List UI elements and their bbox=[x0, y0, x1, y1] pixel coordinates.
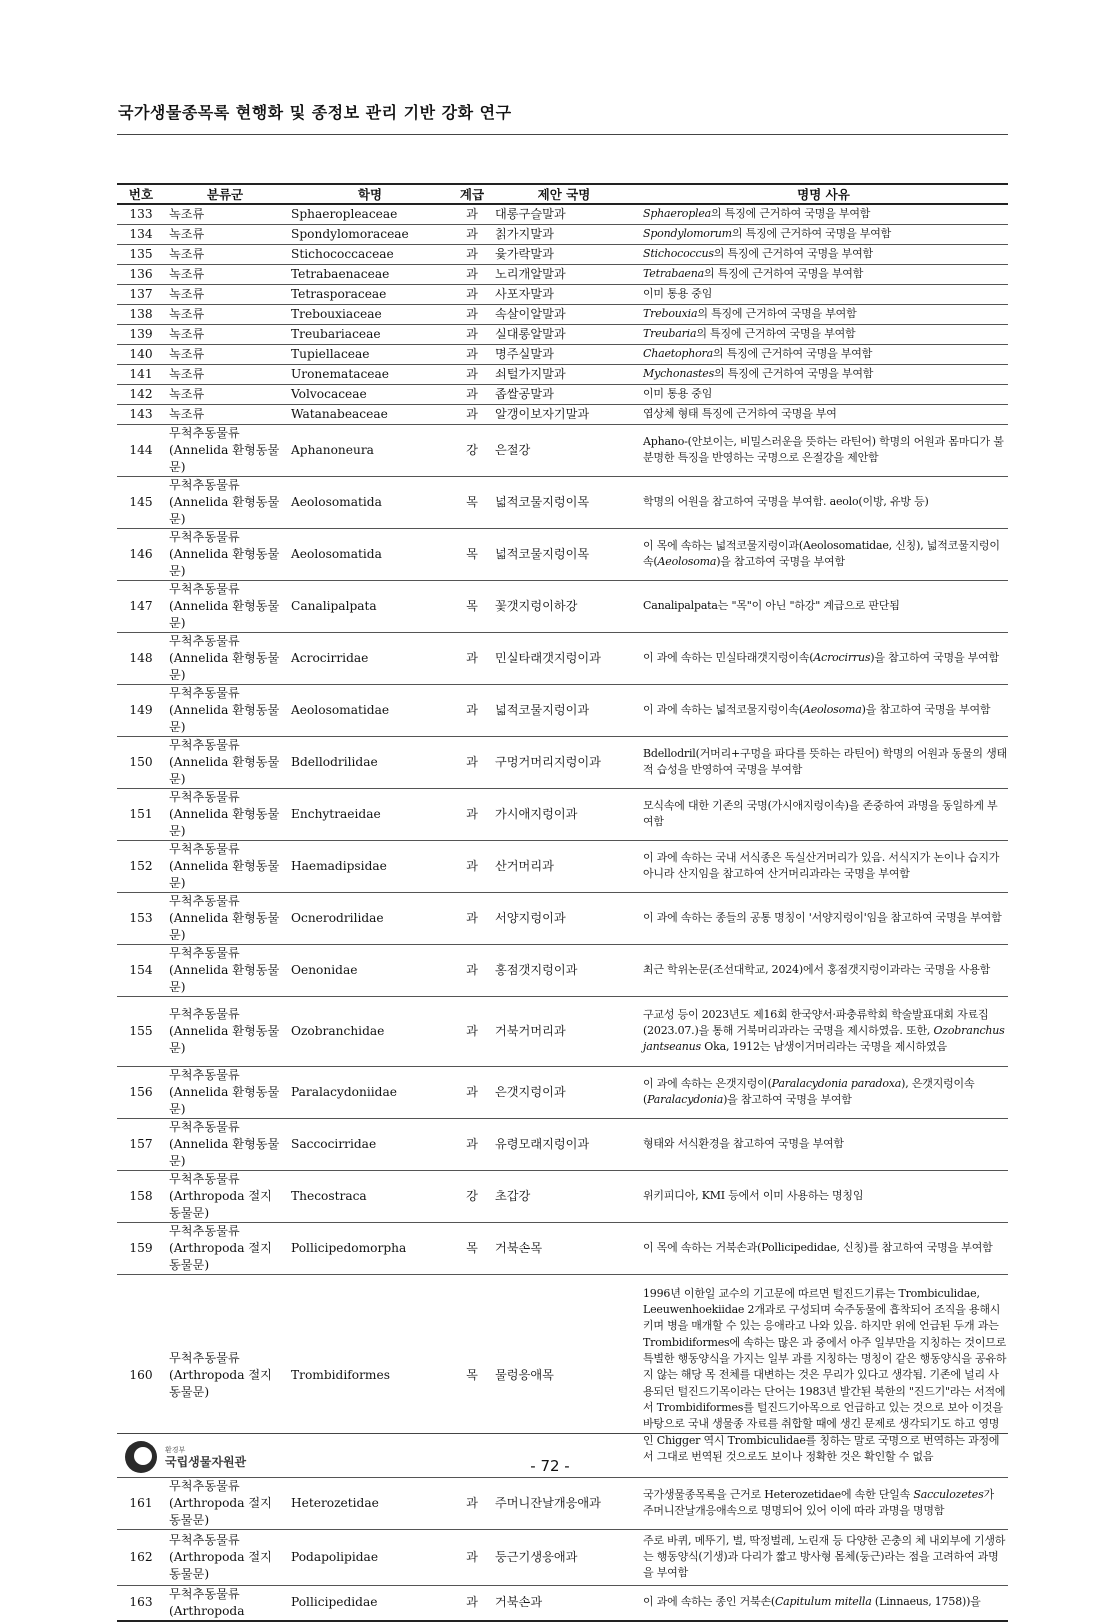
row-reason: 이 과에 속하는 종들의 공통 명칭이 '서양지렁이'임을 참고하여 국명을 부여함 bbox=[639, 892, 1008, 944]
row-korean-name: 넓적코물지렁이목 bbox=[489, 476, 639, 528]
row-korean-name: 거북손과 bbox=[489, 1585, 639, 1621]
row-scientific-name: Aeolosomatidae bbox=[285, 684, 455, 736]
table-row bbox=[117, 364, 1008, 384]
row-number: 159 bbox=[117, 1222, 165, 1274]
table-row bbox=[117, 284, 1008, 304]
row-number: 155 bbox=[117, 996, 165, 1066]
row-number: 139 bbox=[117, 324, 165, 344]
row-reason: Tetrabaena의 특징에 근거하여 국명을 부여함 bbox=[639, 264, 1008, 284]
table-row bbox=[117, 1118, 1008, 1170]
table-row bbox=[117, 1066, 1008, 1118]
row-scientific-name: Heterozetidae bbox=[285, 1477, 455, 1529]
row-reason: Trebouxia의 특징에 근거하여 국명을 부여함 bbox=[639, 304, 1008, 324]
row-korean-name: 칡가지말과 bbox=[489, 224, 639, 244]
row-number: 149 bbox=[117, 684, 165, 736]
row-reason: 최근 학위논문(조선대학교, 2024)에서 홍점갯지렁이과라는 국명을 사용함 bbox=[639, 944, 1008, 996]
row-rank: 과 bbox=[455, 1529, 489, 1585]
row-rank: 과 bbox=[455, 264, 489, 284]
row-number: 133 bbox=[117, 204, 165, 224]
row-scientific-name: Tetrabaenaceae bbox=[285, 264, 455, 284]
table-row bbox=[117, 580, 1008, 632]
row-number: 154 bbox=[117, 944, 165, 996]
table-row bbox=[117, 404, 1008, 424]
row-korean-name: 구멍거머리지렁이과 bbox=[489, 736, 639, 788]
row-rank: 과 bbox=[455, 364, 489, 384]
row-number: 153 bbox=[117, 892, 165, 944]
row-korean-name: 초갑강 bbox=[489, 1170, 639, 1222]
row-group: 무척추동물류(Annelida 환형동물문) bbox=[165, 580, 285, 632]
row-rank: 과 bbox=[455, 840, 489, 892]
row-scientific-name: Sphaeropleaceae bbox=[285, 204, 455, 224]
table-row bbox=[117, 892, 1008, 944]
row-group: 녹조류 bbox=[165, 224, 285, 244]
row-group: 무척추동물류(Arthropoda 절지동물문) bbox=[165, 1477, 285, 1529]
row-group: 무척추동물류(Annelida 환형동물문) bbox=[165, 788, 285, 840]
row-rank: 과 bbox=[455, 224, 489, 244]
row-korean-name: 넓적코물지렁이과 bbox=[489, 684, 639, 736]
row-group: 녹조류 bbox=[165, 284, 285, 304]
row-reason: 엽상체 형태 특징에 근거하여 국명을 부여 bbox=[639, 404, 1008, 424]
row-rank: 과 bbox=[455, 892, 489, 944]
row-rank: 목 bbox=[455, 1222, 489, 1274]
row-scientific-name: Tetrasporaceae bbox=[285, 284, 455, 304]
row-korean-name: 산거머리과 bbox=[489, 840, 639, 892]
row-rank: 과 bbox=[455, 684, 489, 736]
row-number: 141 bbox=[117, 364, 165, 384]
row-korean-name: 쇠털가지말과 bbox=[489, 364, 639, 384]
table-row bbox=[117, 1477, 1008, 1529]
row-number: 146 bbox=[117, 528, 165, 580]
row-rank: 과 bbox=[455, 304, 489, 324]
row-group: 무척추동물류(Arthropoda 절지동물문) bbox=[165, 1274, 285, 1477]
row-scientific-name: Canalipalpata bbox=[285, 580, 455, 632]
row-group: 무척추동물류(Annelida 환형동물문) bbox=[165, 1118, 285, 1170]
row-scientific-name: Aeolosomatida bbox=[285, 476, 455, 528]
row-reason: Spondylomorum의 특징에 근거하여 국명을 부여함 bbox=[639, 224, 1008, 244]
row-reason: 이 과에 속하는 민실타래갯지렁이속(Acrocirrus)을 참고하여 국명을 부여함 bbox=[639, 632, 1008, 684]
row-scientific-name: Spondylomoraceae bbox=[285, 224, 455, 244]
row-number: 162 bbox=[117, 1529, 165, 1585]
row-rank: 과 bbox=[455, 632, 489, 684]
header-divider bbox=[117, 134, 1008, 135]
row-number: 152 bbox=[117, 840, 165, 892]
row-group: 녹조류 bbox=[165, 244, 285, 264]
row-group: 무척추동물류(Arthropoda bbox=[165, 1585, 285, 1621]
row-scientific-name: Volvocaceae bbox=[285, 384, 455, 404]
row-reason: Sphaeroplea의 특징에 근거하여 국명을 부여함 bbox=[639, 204, 1008, 224]
row-scientific-name: Ocnerodrilidae bbox=[285, 892, 455, 944]
row-rank: 과 bbox=[455, 1118, 489, 1170]
table-row bbox=[117, 1274, 1008, 1477]
column-header-rank: 계급 bbox=[455, 184, 489, 204]
row-scientific-name: Paralacydoniidae bbox=[285, 1066, 455, 1118]
row-number: 143 bbox=[117, 404, 165, 424]
table-row bbox=[117, 944, 1008, 996]
row-rank: 과 bbox=[455, 1477, 489, 1529]
row-scientific-name: Thecostraca bbox=[285, 1170, 455, 1222]
table-row bbox=[117, 736, 1008, 788]
table-row bbox=[117, 264, 1008, 284]
row-korean-name: 거북거머리과 bbox=[489, 996, 639, 1066]
row-number: 138 bbox=[117, 304, 165, 324]
table-row bbox=[117, 424, 1008, 476]
row-reason: 이미 통용 중임 bbox=[639, 384, 1008, 404]
row-group: 무척추동물류(Annelida 환형동물문) bbox=[165, 736, 285, 788]
row-group: 무척추동물류(Annelida 환형동물문) bbox=[165, 684, 285, 736]
table-row bbox=[117, 996, 1008, 1066]
row-group: 녹조류 bbox=[165, 404, 285, 424]
row-rank: 과 bbox=[455, 944, 489, 996]
row-korean-name: 사포자말과 bbox=[489, 284, 639, 304]
row-korean-name: 거북손목 bbox=[489, 1222, 639, 1274]
row-group: 무척추동물류(Annelida 환형동물문) bbox=[165, 996, 285, 1066]
row-number: 145 bbox=[117, 476, 165, 528]
row-group: 녹조류 bbox=[165, 204, 285, 224]
row-reason: 학명의 어원을 참고하여 국명을 부여함. aeolo(이방, 유방 등) bbox=[639, 476, 1008, 528]
row-korean-name: 은절강 bbox=[489, 424, 639, 476]
row-rank: 과 bbox=[455, 996, 489, 1066]
row-reason: 구교성 등이 2023년도 제16회 한국양서·파충류학회 학술발표대회 자료집(2023.07.)을 통해 거북머리과라는 국명을 제시하였음. 또한, Ozobranchus jantseanus Oka, 1912는 남생이거머리라는 국명을 제시하였음 bbox=[639, 996, 1008, 1066]
row-rank: 강 bbox=[455, 424, 489, 476]
table-row bbox=[117, 788, 1008, 840]
row-group: 무척추동물류(Annelida 환형동물문) bbox=[165, 476, 285, 528]
column-header-reason: 명명 사유 bbox=[639, 184, 1008, 204]
row-scientific-name: Aeolosomatida bbox=[285, 528, 455, 580]
row-rank: 과 bbox=[455, 1585, 489, 1621]
table-row bbox=[117, 528, 1008, 580]
row-korean-name: 가시애지렁이과 bbox=[489, 788, 639, 840]
table-row bbox=[117, 476, 1008, 528]
row-group: 무척추동물류(Annelida 환형동물문) bbox=[165, 840, 285, 892]
row-reason: 이 과에 속하는 넓적코물지렁이속(Aeolosoma)을 참고하여 국명을 부여함 bbox=[639, 684, 1008, 736]
row-reason: 1996년 이한일 교수의 기고문에 따르면 털진드기류는 Trombiculidae, Leeuwenhoekiidae 2개과로 구성되며 숙주동물에 흡착되어 조직을 용해시키며 병을 매개할 수 있는 응애라고 나와 있음. 하지만 위에 언급된 두개 과는 Trombidiformes에 속하는 많은 과 중에서 아주 일부만을 지칭하는 것이므로 특별한 행동양식을 가지는 일부 과를 지칭하는 명칭이 같은 행동양식을 공유하지 않는 해당 목 전체를 대변하는 것은 무리가 있다고 생각됨. 기존에 널리 사용되던 털진드기목이라는 단어는 1983년 발간된 북한의 "진드기"라는 서적에서 Trombidiformes를 털진드기아목으로 언급하고 있는 것으로 보아 이것을 바탕으로 국내 생물종 자료를 취합할 때에 생긴 문제로 생각되기도 하고 영명인 Chigger 역시 Trombiculidae를 칭하는 말로 국명으로 번역하는 과정에서 그대로 번역된 것으로도 보이나 정확한 것은 확인할 수 없음 bbox=[639, 1274, 1008, 1477]
row-korean-name: 은갯지렁이과 bbox=[489, 1066, 639, 1118]
row-scientific-name: Acrocirridae bbox=[285, 632, 455, 684]
row-rank: 목 bbox=[455, 1274, 489, 1477]
row-group: 녹조류 bbox=[165, 304, 285, 324]
row-reason: 형태와 서식환경을 참고하여 국명을 부여함 bbox=[639, 1118, 1008, 1170]
row-korean-name: 서양지렁이과 bbox=[489, 892, 639, 944]
row-number: 151 bbox=[117, 788, 165, 840]
table-row bbox=[117, 304, 1008, 324]
table-body bbox=[117, 204, 1008, 1621]
row-scientific-name: Saccocirridae bbox=[285, 1118, 455, 1170]
row-group: 무척추동물류(Annelida 환형동물문) bbox=[165, 528, 285, 580]
row-reason: 이 과에 속하는 은갯지렁이(Paralacydonia paradoxa), 은갯지렁이속(Paralacydonia)을 참고하여 국명을 부여함 bbox=[639, 1066, 1008, 1118]
row-group: 무척추동물류(Annelida 환형동물문) bbox=[165, 944, 285, 996]
row-scientific-name: Uronemataceae bbox=[285, 364, 455, 384]
row-number: 136 bbox=[117, 264, 165, 284]
row-number: 163 bbox=[117, 1585, 165, 1621]
column-header-scientific-name: 학명 bbox=[285, 184, 455, 204]
row-scientific-name: Stichococcaceae bbox=[285, 244, 455, 264]
row-scientific-name: Enchytraeidae bbox=[285, 788, 455, 840]
row-reason: 이미 통용 중임 bbox=[639, 284, 1008, 304]
row-group: 녹조류 bbox=[165, 324, 285, 344]
row-scientific-name: Tupiellaceae bbox=[285, 344, 455, 364]
row-rank: 과 bbox=[455, 404, 489, 424]
table-header-row bbox=[117, 184, 1008, 204]
row-korean-name: 꽃갯지렁이하강 bbox=[489, 580, 639, 632]
logo-institution-text: 국립생물자원관 bbox=[165, 1454, 247, 1469]
row-rank: 목 bbox=[455, 580, 489, 632]
row-reason: 이 과에 속하는 종인 거북손(Capitulum mitella (Linnaeus, 1758))을 bbox=[639, 1585, 1008, 1621]
row-rank: 목 bbox=[455, 528, 489, 580]
row-reason: Mychonastes의 특징에 근거하여 국명을 부여함 bbox=[639, 364, 1008, 384]
row-reason: Canalipalpata는 "목"이 아닌 "하강" 계급으로 판단됨 bbox=[639, 580, 1008, 632]
logo-ministry-text: 환경부 bbox=[165, 1445, 186, 1454]
row-rank: 과 bbox=[455, 324, 489, 344]
row-scientific-name: Trebouxiaceae bbox=[285, 304, 455, 324]
row-reason: 주로 바퀴, 메뚜기, 벌, 딱정벌레, 노린재 등 다양한 곤충의 체 내외부에 기생하는 행동양식(기생)과 다리가 짧고 방사형 몸체(둥근)라는 점을 고려하여 과명을 부여함 bbox=[639, 1529, 1008, 1585]
table-row bbox=[117, 632, 1008, 684]
row-group: 녹조류 bbox=[165, 264, 285, 284]
row-group: 녹조류 bbox=[165, 364, 285, 384]
row-rank: 과 bbox=[455, 244, 489, 264]
row-number: 157 bbox=[117, 1118, 165, 1170]
row-scientific-name: Podapolipidae bbox=[285, 1529, 455, 1585]
row-korean-name: 민실타래갯지렁이과 bbox=[489, 632, 639, 684]
table-row bbox=[117, 1170, 1008, 1222]
row-group: 무척추동물류(Annelida 환형동물문) bbox=[165, 1066, 285, 1118]
row-reason: Stichococcus의 특징에 근거하여 국명을 부여함 bbox=[639, 244, 1008, 264]
row-korean-name: 명주실말과 bbox=[489, 344, 639, 364]
footer-divider bbox=[117, 1433, 1008, 1434]
row-reason: 이 과에 속하는 국내 서식종은 독실산거머리가 있음. 서식지가 논이나 습지가 아니라 산지임을 참고하여 산거머리과라는 국명을 부여함 bbox=[639, 840, 1008, 892]
row-number: 137 bbox=[117, 284, 165, 304]
row-reason: Bdellodril(거머리+구멍을 파다를 뜻하는 라틴어) 학명의 어원과 동물의 생태적 습성을 반영하여 국명을 부여함 bbox=[639, 736, 1008, 788]
row-scientific-name: Pollicipedomorpha bbox=[285, 1222, 455, 1274]
table-row bbox=[117, 840, 1008, 892]
row-number: 148 bbox=[117, 632, 165, 684]
row-korean-name: 물렁응애목 bbox=[489, 1274, 639, 1477]
table-row bbox=[117, 204, 1008, 224]
row-korean-name: 실대롱알말과 bbox=[489, 324, 639, 344]
row-number: 161 bbox=[117, 1477, 165, 1529]
row-group: 무척추동물류(Annelida 환형동물문) bbox=[165, 424, 285, 476]
row-number: 160 bbox=[117, 1274, 165, 1477]
row-reason: 국가생물종목록을 근거로 Heterozetidae에 속한 단일속 Sacculozetes가 주머니잔날개응애속으로 명명되어 있어 이에 따라 과명을 명명함 bbox=[639, 1477, 1008, 1529]
row-reason: Aphano-(안보이는, 비밀스러운을 뜻하는 라틴어) 학명의 어원과 몸마디가 불분명한 특징을 반영하는 국명으로 은절강을 제안함 bbox=[639, 424, 1008, 476]
row-number: 135 bbox=[117, 244, 165, 264]
row-number: 150 bbox=[117, 736, 165, 788]
row-scientific-name: Bdellodrilidae bbox=[285, 736, 455, 788]
row-rank: 과 bbox=[455, 384, 489, 404]
column-header-korean-name: 제안 국명 bbox=[489, 184, 639, 204]
row-scientific-name: Ozobranchidae bbox=[285, 996, 455, 1066]
row-reason: 모식속에 대한 기존의 국명(가시애지렁이속)을 존중하여 과명을 동일하게 부여함 bbox=[639, 788, 1008, 840]
row-rank: 과 bbox=[455, 736, 489, 788]
table-row bbox=[117, 1529, 1008, 1585]
row-rank: 과 bbox=[455, 788, 489, 840]
row-korean-name: 노리개알말과 bbox=[489, 264, 639, 284]
row-reason: Treubaria의 특징에 근거하여 국명을 부여함 bbox=[639, 324, 1008, 344]
row-korean-name: 대롱구슬말과 bbox=[489, 204, 639, 224]
row-korean-name: 넓적코물지렁이목 bbox=[489, 528, 639, 580]
row-group: 무척추동물류(Annelida 환형동물문) bbox=[165, 892, 285, 944]
row-reason: 이 목에 속하는 넓적코물지렁이과(Aeolosomatidae, 신칭), 넓적코물지렁이속(Aeolosoma)을 참고하여 국명을 부여함 bbox=[639, 528, 1008, 580]
page-number: - 72 - bbox=[530, 1457, 570, 1475]
row-scientific-name: Treubariaceae bbox=[285, 324, 455, 344]
row-scientific-name: Oenonidae bbox=[285, 944, 455, 996]
row-rank: 과 bbox=[455, 204, 489, 224]
table-row bbox=[117, 324, 1008, 344]
table-row bbox=[117, 1585, 1008, 1621]
row-number: 142 bbox=[117, 384, 165, 404]
row-reason: 이 목에 속하는 거북손과(Pollicipedidae, 신칭)를 참고하여 국명을 부여함 bbox=[639, 1222, 1008, 1274]
row-korean-name: 홍점갯지렁이과 bbox=[489, 944, 639, 996]
table-row bbox=[117, 1222, 1008, 1274]
row-rank: 과 bbox=[455, 344, 489, 364]
row-group: 녹조류 bbox=[165, 384, 285, 404]
row-rank: 과 bbox=[455, 1066, 489, 1118]
row-group: 녹조류 bbox=[165, 344, 285, 364]
row-korean-name: 윷가락말과 bbox=[489, 244, 639, 264]
table-row bbox=[117, 684, 1008, 736]
row-group: 무척추동물류(Arthropoda 절지동물문) bbox=[165, 1529, 285, 1585]
row-rank: 강 bbox=[455, 1170, 489, 1222]
table-row bbox=[117, 344, 1008, 364]
row-rank: 과 bbox=[455, 284, 489, 304]
row-scientific-name: Watanabeaceae bbox=[285, 404, 455, 424]
row-group: 무척추동물류(Annelida 환형동물문) bbox=[165, 632, 285, 684]
row-reason: 위키피디아, KMI 등에서 이미 사용하는 명칭임 bbox=[639, 1170, 1008, 1222]
row-number: 147 bbox=[117, 580, 165, 632]
column-header-number: 번호 bbox=[117, 184, 165, 204]
row-korean-name: 속살이알말과 bbox=[489, 304, 639, 324]
row-scientific-name: Haemadipsidae bbox=[285, 840, 455, 892]
page-header-title: 국가생물종목록 현행화 및 종정보 관리 기반 강화 연구 bbox=[118, 103, 512, 122]
table-row bbox=[117, 384, 1008, 404]
row-group: 무척추동물류(Arthropoda 절지동물문) bbox=[165, 1222, 285, 1274]
row-number: 144 bbox=[117, 424, 165, 476]
row-number: 158 bbox=[117, 1170, 165, 1222]
table-row bbox=[117, 244, 1008, 264]
table-row bbox=[117, 224, 1008, 244]
row-reason: Chaetophora의 특징에 근거하여 국명을 부여함 bbox=[639, 344, 1008, 364]
row-korean-name: 주머니잔날개응애과 bbox=[489, 1477, 639, 1529]
row-number: 156 bbox=[117, 1066, 165, 1118]
row-number: 140 bbox=[117, 344, 165, 364]
row-rank: 목 bbox=[455, 476, 489, 528]
row-scientific-name: Trombidiformes bbox=[285, 1274, 455, 1477]
row-korean-name: 좁쌀공말과 bbox=[489, 384, 639, 404]
row-scientific-name: Pollicipedidae bbox=[285, 1585, 455, 1621]
row-group: 무척추동물류(Arthropoda 절지동물문) bbox=[165, 1170, 285, 1222]
column-header-group: 분류군 bbox=[165, 184, 285, 204]
row-korean-name: 둥근기생응애과 bbox=[489, 1529, 639, 1585]
row-number: 134 bbox=[117, 224, 165, 244]
species-name-table bbox=[117, 183, 1008, 1622]
row-korean-name: 유령모래지렁이과 bbox=[489, 1118, 639, 1170]
row-korean-name: 알갱이보자기말과 bbox=[489, 404, 639, 424]
row-scientific-name: Aphanoneura bbox=[285, 424, 455, 476]
